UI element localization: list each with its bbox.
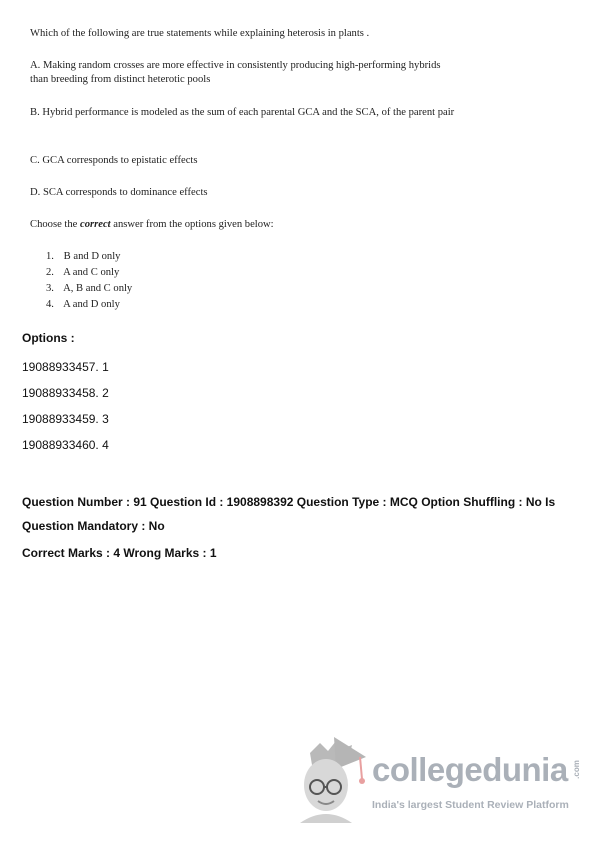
statement-a: A. Making random crosses are more effective in consistently producing high-performing hybrids than breeding from distinct heterotic pools [30,60,441,85]
option-item: 19088933459. 3 [22,412,109,426]
question-stem: Which of the following are true statements while explaining heterosis in plants . [30,28,370,39]
choose-instruction: Choose the correct answer from the options given below: [30,219,274,230]
choice-item: 2. A and C only [46,267,120,278]
marks-info: Correct Marks : 4 Wrong Marks : 1 [22,546,217,560]
statement-b: B. Hybrid performance is modeled as the sum of each parental GCA and the SCA, of the parent pair [30,107,455,118]
collegedunia-watermark [290,735,590,825]
choice-item: 4. A and D only [46,299,120,310]
choice-list [46,249,132,313]
emphasis-correct: correct [80,219,111,230]
brand-domain: .com [571,760,581,779]
statement-c: C. GCA corresponds to epistatic effects [30,155,198,166]
mascot-icon [290,735,370,825]
options-title: Options : [22,331,75,345]
option-item: 19088933460. 4 [22,438,109,452]
statement-d: D. SCA corresponds to dominance effects [30,187,208,198]
option-item: 19088933457. 1 [22,360,109,374]
option-item: 19088933458. 2 [22,386,109,400]
brand-tagline: India's largest Student Review Platform [372,799,569,811]
choice-item: 1. B and D only [46,251,121,262]
question-meta-line1: Question Number : 91 Question Id : 1908898392 Question Type : MCQ Option Shuffling : No Is [22,495,556,509]
question-meta-line2: Question Mandatory : No [22,519,165,533]
brand-name: collegedunia [372,751,568,788]
choice-item: 3. A, B and C only [46,283,133,294]
